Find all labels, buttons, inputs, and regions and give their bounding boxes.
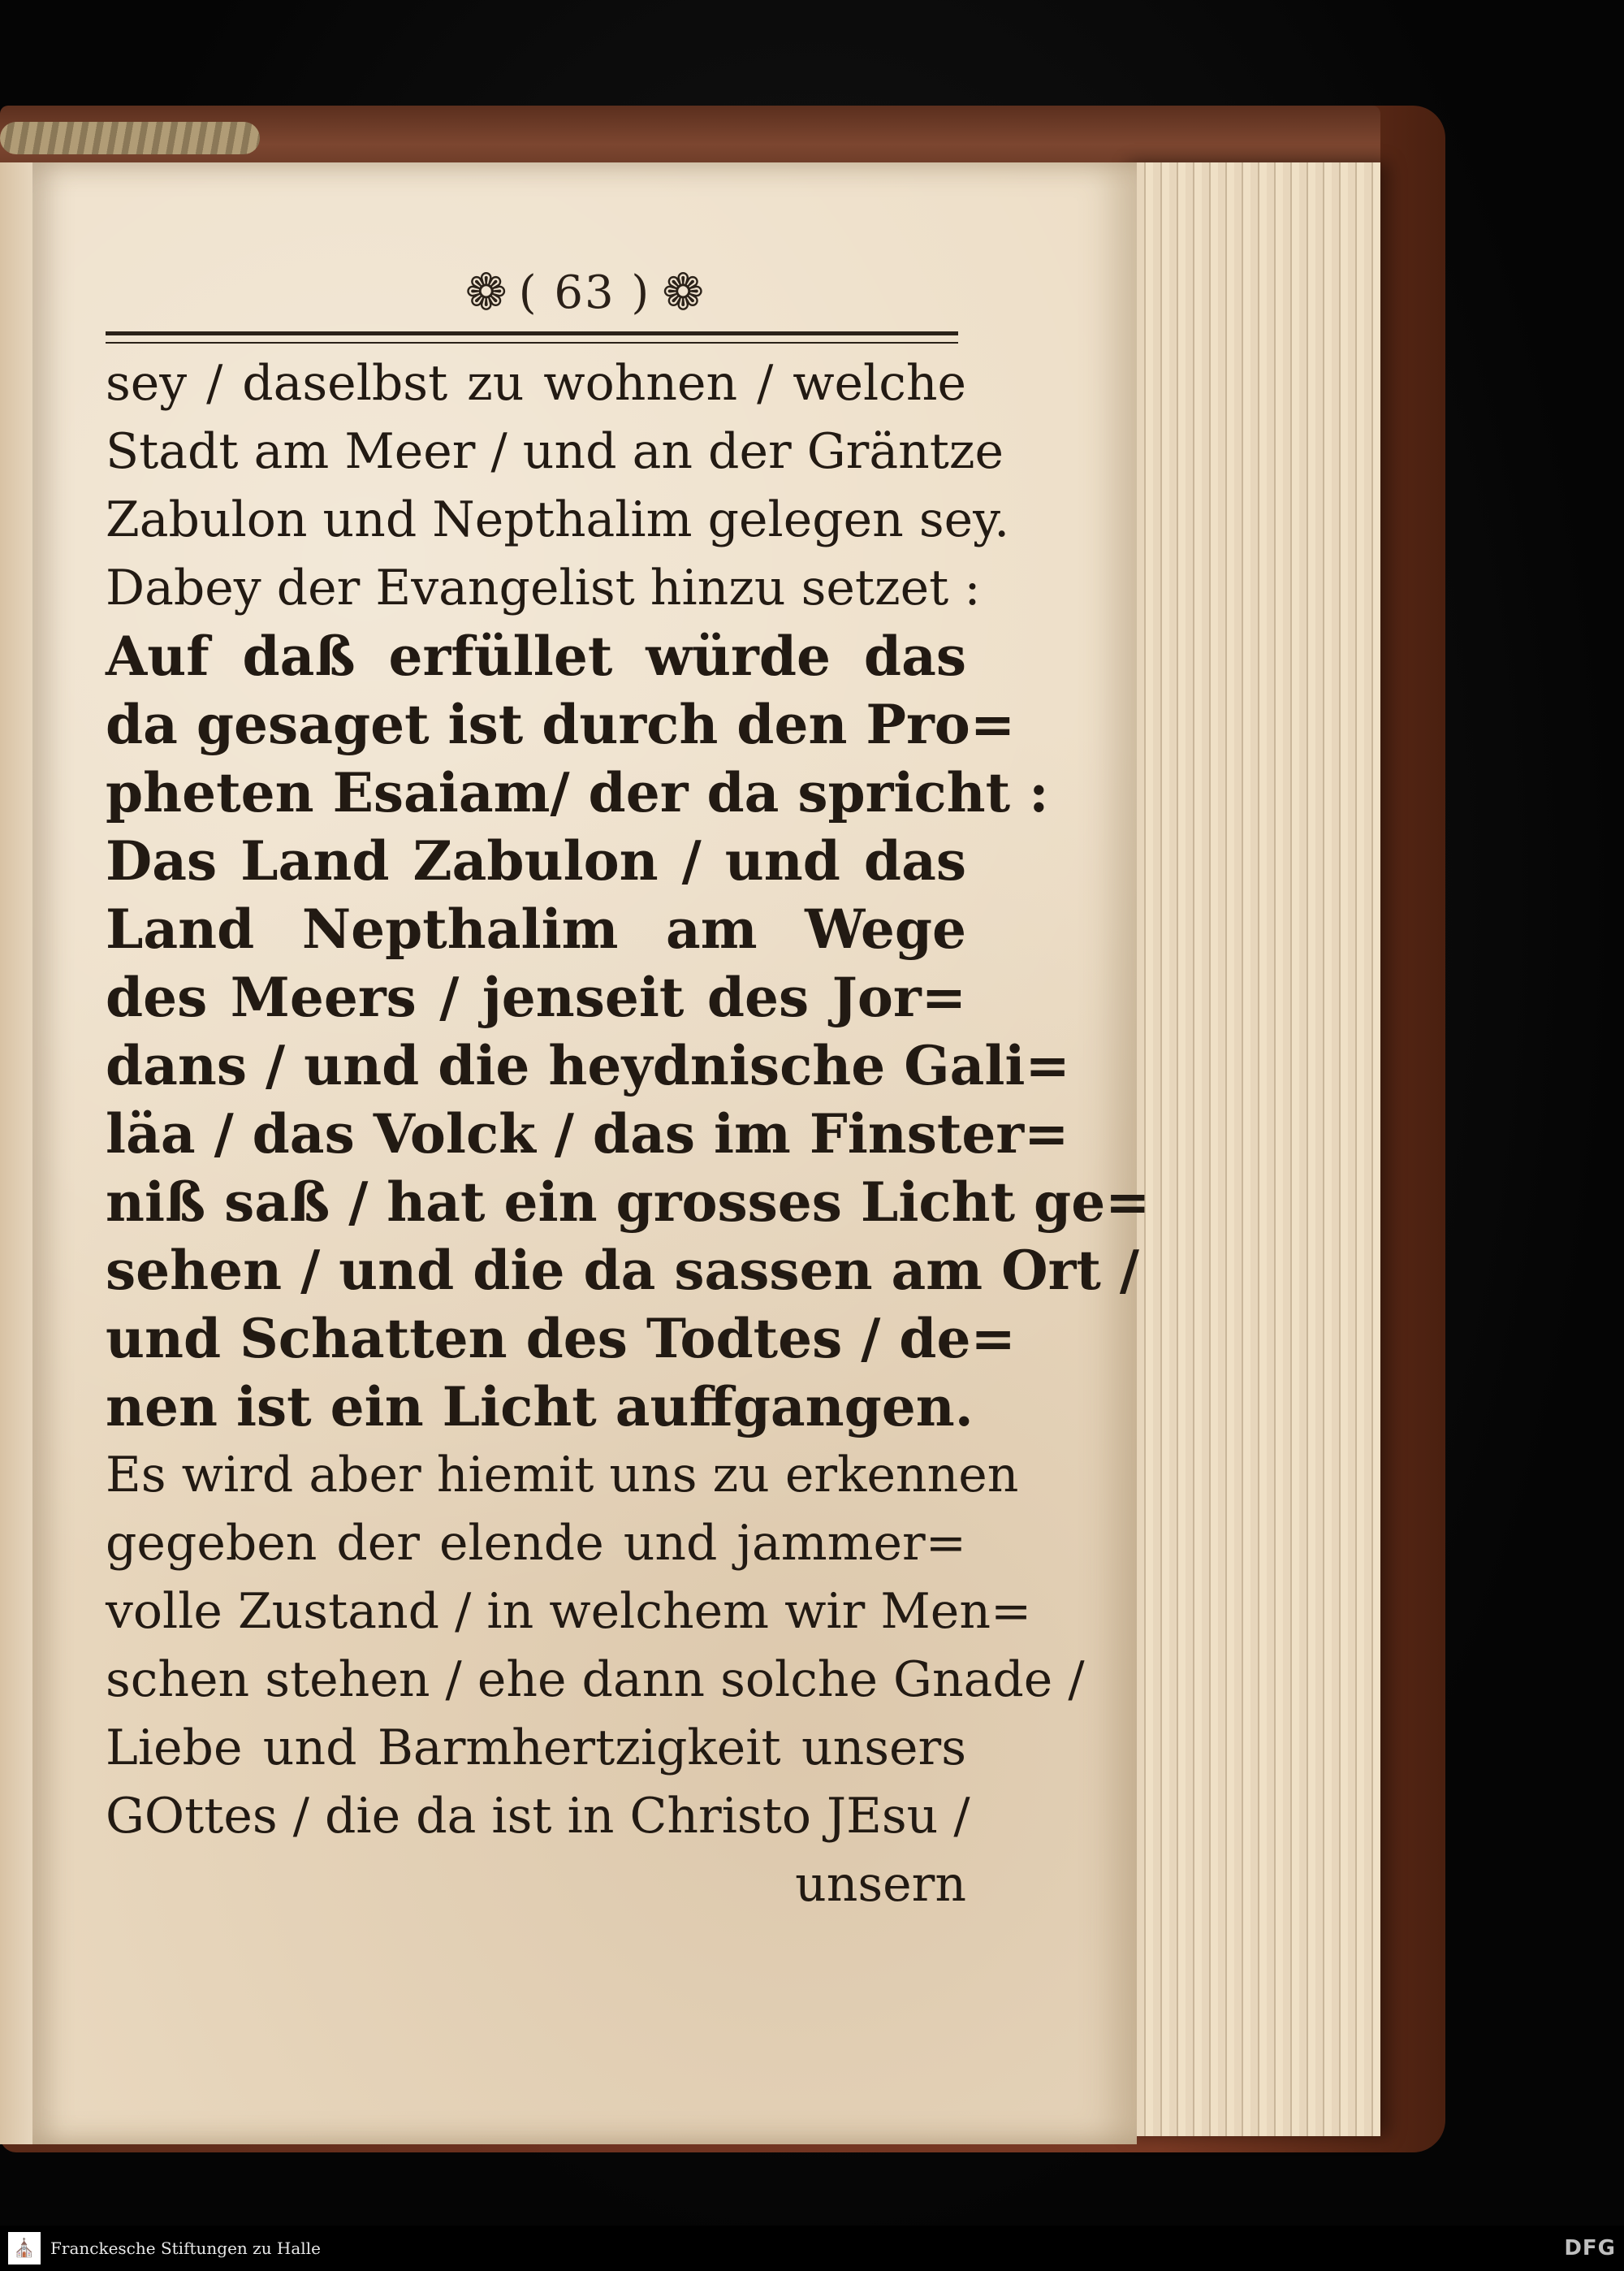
text-line: sey / daselbst zu wohnen / welche	[106, 355, 966, 412]
text-line: nen ist ein Licht auffgangen.	[106, 1375, 974, 1438]
page-edges	[1121, 162, 1380, 2136]
text-line: volle Zustand / in welchem wir Men=	[106, 1583, 1032, 1640]
dfg-logo[interactable]: DFG	[1564, 2236, 1616, 2260]
text-line: Das Land Zabulon / und das	[106, 829, 966, 893]
text-line: niß saß / hat ein grosses Licht ge=	[106, 1170, 1151, 1234]
text-line: Zabulon und Nepthalim gelegen sey.	[106, 491, 1010, 548]
text-line: des Meers / jenseit des Jor=	[106, 966, 966, 1029]
text-line: schen stehen / ehe dann solche Gnade /	[106, 1651, 1085, 1708]
text-line: läa / das Volck / das im Finster=	[106, 1102, 1069, 1166]
catchword: unsern	[795, 1856, 966, 1913]
footer-credit-group	[8, 2232, 321, 2265]
text-line: und Schatten des Todtes / de=	[106, 1307, 1016, 1370]
text-line: gegeben der elende und jammer=	[106, 1515, 966, 1572]
viewer-footer	[0, 2226, 1624, 2271]
binding-cord	[0, 122, 260, 154]
book-page	[32, 162, 1151, 2144]
text-line: da gesaget ist durch den Pro=	[106, 693, 1016, 756]
ornament-right-icon: ❁	[662, 262, 705, 322]
ornament-left-icon: ❁	[464, 262, 508, 322]
text-line: Auf daß erfüllet würde das	[106, 625, 966, 688]
institution-credit[interactable]: Franckesche Stiftungen zu Halle	[50, 2239, 321, 2258]
text-line: GOttes / die da ist in Christo JEsu /	[106, 1788, 970, 1845]
text-line: Stadt am Meer / und an der Gräntze	[106, 423, 1004, 480]
text-line: pheten Esaiam/ der da spricht :	[106, 761, 1049, 824]
institution-logo-icon[interactable]: ⛪	[8, 2232, 41, 2265]
text-line: sehen / und die da sassen am Ort /	[106, 1239, 1139, 1302]
text-line: Land Nepthalim am Wege	[106, 898, 966, 961]
page-header	[374, 252, 796, 333]
page-number: ( 63 )	[518, 266, 651, 319]
body-text	[106, 349, 1151, 1918]
text-line: Dabey der Evangelist hinzu setzet :	[106, 560, 981, 616]
text-line: Liebe und Barmhertzigkeit unsers	[106, 1719, 966, 1776]
header-rule	[106, 331, 958, 335]
text-line: Es wird aber hiemit uns zu erkennen	[106, 1447, 1019, 1503]
text-line: dans / und die heydnische Gali=	[106, 1034, 1070, 1097]
